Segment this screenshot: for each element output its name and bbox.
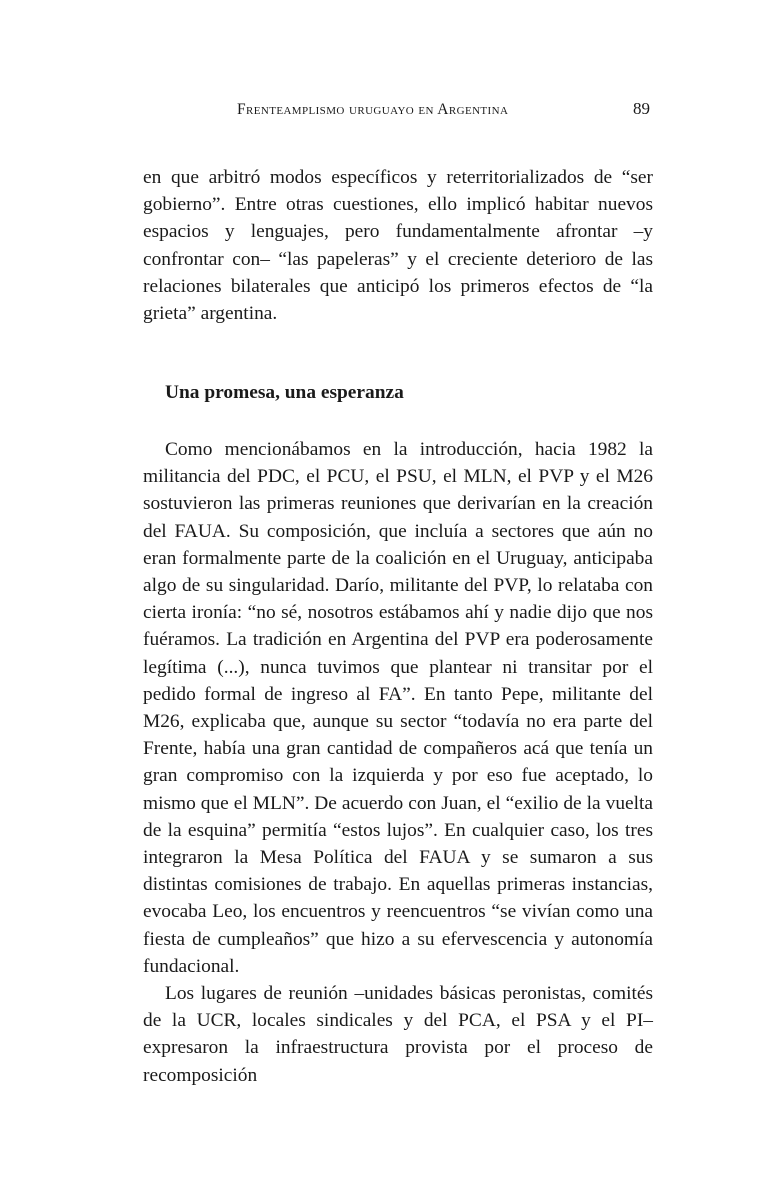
section-text-block	[143, 436, 653, 1089]
body-paragraph: Como mencionábamos en la introducción, hacia 1982 la militancia del PDC, el PCU, el PSU, el MLN, el PVP y el M26 sostuvieron las primeras reuniones que derivarían en la creación del FAUA. Su composición, que incluía a sectores que aún no eran formalmente parte de la coalición en el Uruguay, anticipaba algo de su singularidad. Darío, militante del PVP, lo relataba con cierta ironía: “no sé, nosotros estábamos ahí y nadie dijo que nos fuéramos. La tradición en Argentina del PVP era poderosamente legítima (...), nunca tuvimos que plantear ni transitar por el pedido formal de ingreso al FA”. En tanto Pepe, militante del M26, explicaba que, aunque su sector “todavía no era parte del Frente, había una gran cantidad de compañeros acá que tenía un gran compromiso con la izquierda y por eso fue aceptado, lo mismo que el MLN”. De acuerdo con Juan, el “exilio de la vuelta de la esquina” permitía “estos lujos”. En cualquier caso, los tres integraron la Mesa Política del FAUA y se sumaron a sus distintas comisiones de trabajo. En aquellas primeras instancias, evocaba Leo, los encuentros y reencuentros “se vivían como una fiesta de cumpleaños” que hizo a su efervescencia y autonomía fundacional.	[143, 439, 653, 977]
continued-text-block	[143, 164, 653, 327]
page-number: 89	[633, 99, 650, 118]
body-paragraph: Los lugares de reunión –unidades básicas peronistas, comités de la UCR, locales sindicales y del PCA, el PSA y el PI– expresaron la infraestructura provista por el proceso de recomposición	[143, 983, 653, 1086]
section-heading: Una promesa, una esperanza	[165, 382, 404, 403]
continued-paragraph: en que arbitró modos específicos y reterritorializados de “ser gobierno”. Entre otras cuestiones, ello implicó habitar nuevos espacios y lenguajes, pero fundamentalmente afrontar –y confrontar con– “las papeleras” y el creciente deterioro de las relaciones bilaterales que anticipó los primeros efectos de “la grieta” argentina.	[143, 167, 653, 325]
running-head-title: Frenteamplismo uruguayo en Argentina	[237, 101, 509, 118]
